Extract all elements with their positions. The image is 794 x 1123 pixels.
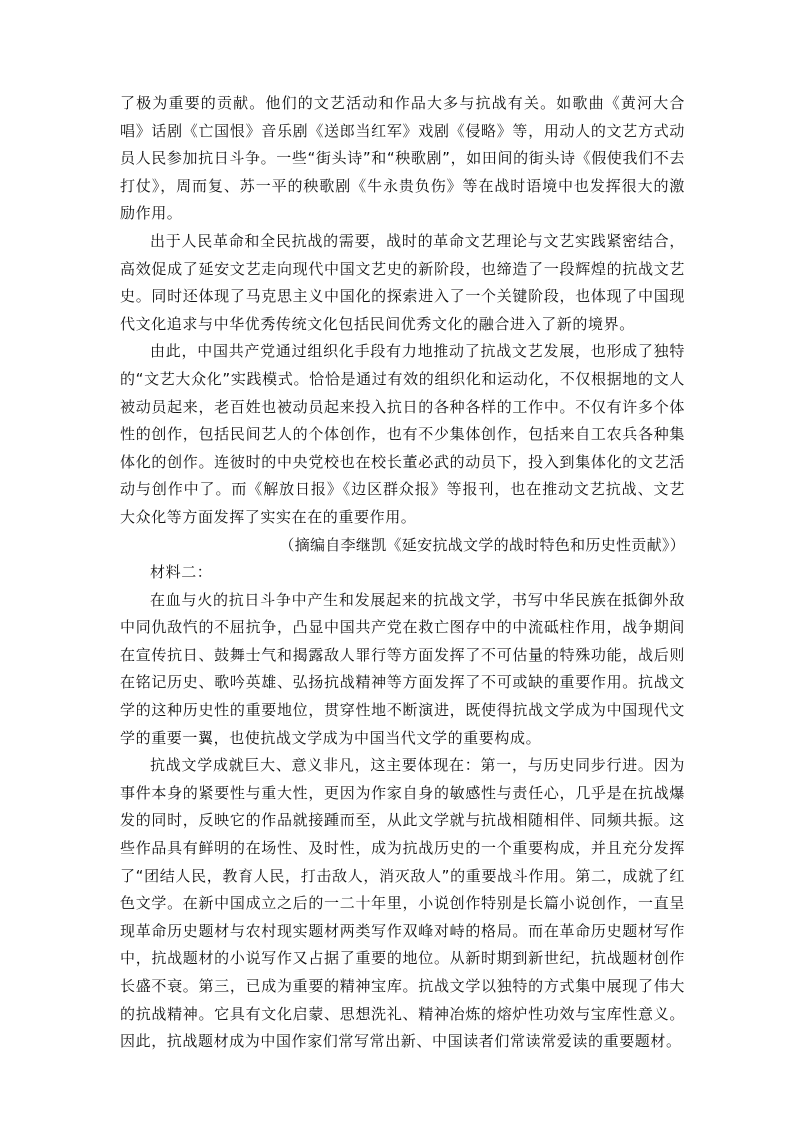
paragraph: 在血与火的抗日斗争中产生和发展起来的抗战文学，书写中华民族在抵御外敌中同仇敌忾的不屈抗争，凸显中国共产党在救亡图存中的中流砥柱作用，战争期间在宣传抗日、鼓舞士气和揭露敌人罪行等方面发挥了不可估量的特殊功能，战后则在铭记历史、歌吟英雄、弘扬抗战精神等方面发挥了不可或缺的重要作用。抗战文学的这种历史性的重要地位，贯穿性地不断演进，既使得抗战文学成为中国现代文学的重要一翼，也使抗战文学成为中国当代文学的重要构成。 [120,590,685,747]
paragraph: 出于人民革命和全民抗战的需要，战时的革命文艺理论与文艺实践紧密结合，高效促成了延安文艺走向现代中国文艺史的新阶段，也缔造了一段辉煌的抗战文艺史。同时还体现了马克思主义中国化的探索进入了一个关键阶段，也体现了中国现代文化追求与中华优秀传统文化包括民间优秀文化的融合进入了新的境界。 [120,231,685,333]
source-citation: （摘编自李继凯《延安抗战文学的战时特色和历史性贡献》） [279,535,685,554]
material-heading: 材料二： [150,563,213,582]
paragraph-continuation: 了极为重要的贡献。他们的文艺活动和作品大多与抗战有关。如歌曲《黄河大合唱》话剧《亡国恨》音乐剧《送郎当红军》戏剧《侵略》等，用动人的文艺方式动员人民参加抗日斗争。一些“街头诗”和“秧歌剧”，如田间的街头诗《假使我们不去打仗》，周而复、苏一平的秧歌剧《牛永贵负伤》等在战时语境中也发挥很大的激励作用。 [120,94,685,223]
document-page [120,90,685,1056]
paragraph: 由此，中国共产党通过组织化手段有力地推动了抗战文艺发展，也形成了独特的“文艺大众化”实践模式。恰恰是通过有效的组织化和运动化，不仅根据地的文人被动员起来，老百姓也被动员起来投入抗日的各种各样的工作中。不仅有许多个体性的创作，包括民间艺人的个体创作，也有不少集体创作，包括来自工农兵各种集体化的创作。连彼时的中央党校也在校长董必武的动员下，投入到集体化的文艺活动与创作中了。而《解放日报》《边区群众报》等报刊，也在推动文艺抗战、文艺大众化等方面发挥了实实在在的重要作用。 [120,342,685,526]
paragraph: 抗战文学成就巨大、意义非凡，这主要体现在：第一，与历史同步行进。因为事件本身的紧要性与重大性，更因为作家自身的敏感性与责任心，几乎是在抗战爆发的同时，反映它的作品就接踵而至，从此文学就与抗战相随相伴、同频共振。这些作品具有鲜明的在场性、及时性，成为抗战历史的一个重要构成，并且充分发挥了“团结人民，教育人民，打击敌人，消灭敌人”的重要战斗作用。第二，成就了红色文学。在新中国成立之后的一二十年里，小说创作特别是长篇小说创作，一直呈现革命历史题材与农村现实题材两类写作双峰对峙的格局。而在革命历史题材写作中，抗战题材的小说写作又占据了重要的地位。从新时期到新世纪，抗战题材创作长盛不衰。第三，已成为重要的精神宝库。抗战文学以独特的方式集中展现了伟大的抗战精神。它具有文化启蒙、思想洗礼、精神冶炼的熔炉性功效与宝库性意义。因此，抗战题材成为中国作家们常写常出新、中国读者们常读常爱读的重要题材。 [120,756,685,1051]
